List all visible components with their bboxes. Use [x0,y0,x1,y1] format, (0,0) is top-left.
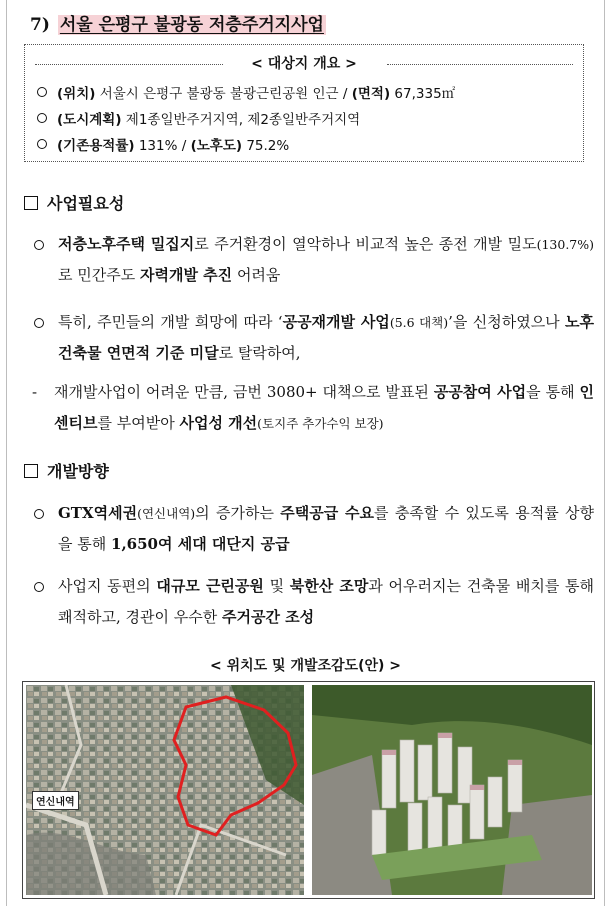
text-run: (연신내역) [137,506,196,521]
development-rendering [312,685,592,895]
text-run: ’을 신청하였으나 [448,313,566,331]
necessity-paragraph-3 [34,377,594,439]
direction-paragraph-1 [34,498,594,560]
text-run: 저층노후주택 밀집지 [58,235,195,253]
text-run: 로 탈락하여, [218,344,301,362]
necessity-paragraph-1 [34,229,594,291]
summary-item-location: (위치) 서울시 은평구 불광동 불광근린공원 인근 / (면적) 67,335㎡ [37,82,455,102]
text-run: (5.6 대책) [389,315,449,330]
text-run: 를 충족할 수 있도록 용적률 상향을 통해 [58,504,594,553]
page-border-right [604,0,605,906]
text-run: GTX역세권 [58,504,138,522]
text-run: (130.7%) [536,237,594,252]
circle-bullet-icon [37,87,47,97]
text-run: 1,650여 세대 대단지 공급 [111,535,290,553]
text-run: 을 통해 [526,383,580,401]
text-run: 및 [263,577,290,595]
summary-heading: < 대상지 개요 > [251,56,357,72]
title-number: 7) [30,15,50,35]
text-run: 노후 건축물 연면적 기준 미달 [58,313,594,362]
section-heading-direction: 개발방향 [24,459,109,482]
text-run: 주거공간 조성 [221,608,315,626]
section-heading-necessity: 사업필요성 [24,191,124,214]
text-run: 로 민간주도 [58,266,140,284]
text-run: 주택공급 수요 [280,504,374,522]
circle-bullet-icon [34,582,44,592]
summary-item-zoning: (도시계획) 제1종일반주거지역, 제2종일반주거지역 [37,108,360,128]
circle-bullet-icon [34,240,44,250]
circle-bullet-icon [34,318,44,328]
text-run: 로 주거환경이 열악하나 비교적 높은 종전 개발 밀도 [194,235,537,253]
text-run: 를 부여받아 [97,414,180,432]
circle-bullet-icon [37,139,47,149]
circle-bullet-icon [34,509,44,519]
page-title [30,10,326,35]
dash-bullet: - [32,383,38,401]
page-border-left [6,0,7,906]
text-run: 인센티브 [54,383,594,432]
text-run: 의 증가하는 [195,504,281,522]
text-run: 특히, 주민들의 개발 희망에 따라 ‘ [58,313,283,331]
text-run: 사업지 동편의 [58,577,157,595]
direction-paragraph-2 [34,571,594,633]
text-run: 공공재개발 사업 [282,313,390,331]
text-run: 과 어우러지는 건축물 배치를 통해 쾌적하고, 경관이 우수한 [58,577,594,626]
checkbox-square-icon [24,464,38,478]
title-text: 서울 은평구 불광동 저층주거지사업 [59,15,324,35]
text-run: 공공참여 사업 [433,383,527,401]
text-run: 어려움 [232,266,281,284]
text-run: 사업성 개선 [179,414,258,432]
summary-item-ratio: (기존용적률) 131% / (노후도) 75.2% [37,134,289,154]
figure-caption: < 위치도 및 개발조감도(안) > [210,658,401,674]
text-run: (토지주 추가수익 보장) [257,416,384,431]
site-summary-box [24,44,584,162]
location-aerial-map [26,685,304,895]
necessity-paragraph-2 [34,307,594,369]
text-run: 재개발사업이 어려운 만큼, 금번 3080+ 대책으로 발표된 [54,383,434,401]
station-label: 연신내역 [32,791,79,810]
checkbox-square-icon [24,196,38,210]
circle-bullet-icon [37,113,47,123]
text-run: 북한산 조망 [289,577,369,595]
text-run: 대규모 근린공원 [156,577,264,595]
text-run: 자력개발 추진 [140,266,233,284]
